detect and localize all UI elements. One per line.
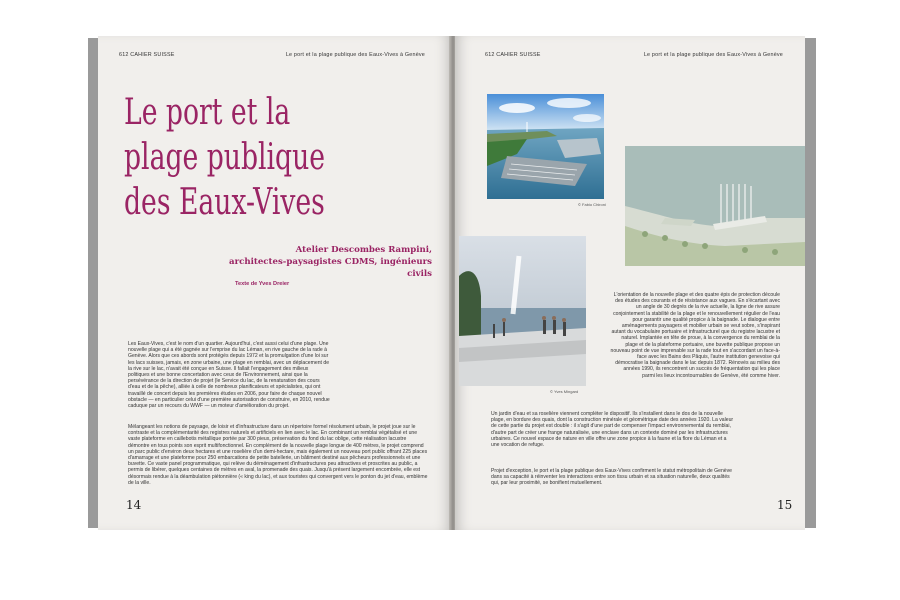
- article-title: [124, 90, 361, 225]
- aerial-port-illustration: [487, 94, 604, 199]
- beach-jet-photo: [459, 236, 586, 386]
- page-number: 14: [126, 498, 142, 512]
- site-plan-illustration: [625, 146, 805, 266]
- running-header-right: Le port et la plage publique des Eaux-Vives à Genève: [285, 52, 425, 58]
- body-paragraph: Un jardin d'eau et sa roselière viennent compléter le dispositif. Ils s'installent dans le dos de la nouvelle plage, en bordure des quais, dont la construction minérale et géométrique date des années 1920. La valeur de cette partie du projet est double : il s'agit d'une part de compenser l'impact environnemental du remblai, d'autre part de créer une frange naturalisée, une enclave dans un contexte dominé par les infrastructures urbaines. Ce nouvel espace de nature en ville offre une zone propice à la faune et la flore du Léman et a une vocation de refuge.: [491, 411, 734, 449]
- running-header-right: Le port et la plage publique des Eaux-Vives à Genève: [643, 52, 783, 58]
- right-page: [455, 36, 805, 530]
- body-paragraph: Mélangeant les notions de paysage, de loisir et d'infrastructure dans un répertoire formel résolument urbain, le projet joue sur le contraste et la complémentarité des registres naturels et artificiels en lien avec le lac. En combinant un remblai végétalisé et une vaste plateforme en caillebotis métallique portée par 300 pieux, préservation du fond du lac oblige, cette réalisation lacustre démontre en tous points son esprit multifonctionnel. En complément de la nouvelle plage longue de 400 mètres, le projet comprend un parc public d'environ deux hectares et une roselière d'un demi-hectare, mais également un nouveau port public offrant 225 places d'amarrage et une plateforme pour 250 embarcations de petite batellerie, un bâtiment destiné aux pêcheurs professionnels et une buvette. Ce vaste panel programmatique, qui relève du déménagement d'infrastructures peu attractives et proscrites au public, a permis de libérer, quelques centaines de mètres en aval, la promenade des quais. Jusqu'à présent largement encombrée, elle est désormais rendue à la déambulation piétonnière (« king du lac), et aux touristes qui convergent vers le ponton du jet d'eau, emblème de la ville.: [128, 424, 428, 486]
- author-credit: Texte de Yves Dreier: [235, 281, 290, 287]
- body-paragraph: Projet d'exception, le port et la plage publique des Eaux-Vives confirment le statut métropolitain de Genève dans sa capacité à réinventer les interactions entre son tissu urbain et sa situation naturelle, deux qualités qui, par leur proximité, se bonifient mutuellement.: [491, 468, 732, 487]
- subtitle-line: Atelier Descombes Rampini,: [295, 245, 432, 255]
- body-paragraph: L'orientation de la nouvelle plage et des quatre épis de protection découle des études des courants et de résistance aux vagues. En s'écartant avec un angle de 30 degrés de la rive actuelle, la ligne de rive assure conjointement la stabilité de la plage et le renouvellement régulier de l'eau pour garantir une qualité propice à la baignade. Le dialogue entre aménagements paysagers et mobilier urbain se veut sobre, s'inspirant autant du vocabulaire portuaire et infrastructurel que du registre lacustre et naturel. Implantée en tête de proue, à la convergence du remblai de la plage et de la plateforme portuaire, une buvette publique propose un nouveau point de vue imprenable sur la rade tout en s'accordant un face-à-face avec les Bains des Pâquis, l'autre institution genevoise qui démocratise la baignade dans le lac depuis 1872. Rénovés au milieu des années 1990, ils rencontrent un succès de fréquentation qui les place parmi les lieux incontournables de Genève, été comme hiver.: [610, 292, 780, 379]
- article-subtitle: [222, 244, 432, 280]
- site-plan: [625, 146, 805, 266]
- running-header-left: 612 CAHIER SUISSE: [485, 52, 541, 58]
- running-header-left: 612 CAHIER SUISSE: [119, 52, 175, 58]
- aerial-port-photo: [487, 94, 604, 199]
- left-page: [98, 36, 451, 530]
- title-line: des Eaux-Vives: [124, 182, 325, 223]
- title-line: Le port et la: [124, 92, 291, 133]
- subtitle-line: architectes-paysagistes CDMS, ingénieurs civils: [229, 257, 432, 279]
- photo-credit: © Fabio Chironi: [578, 202, 606, 207]
- photo-credit: © Yves Mingard: [550, 389, 579, 394]
- title-line: plage publique: [124, 137, 326, 178]
- magazine-spread: [88, 36, 816, 530]
- beach-jet-illustration: [459, 236, 586, 386]
- body-paragraph: Les Eaux-Vives, c'est le nom d'un quartier. Aujourd'hui, c'est aussi celui d'une plage. Une nouvelle plage qui a été gagnée sur l'emprise du lac Léman, en rive gauche de la rade à Genève. Alors que ces abords sont protégés depuis 1972 et la promulgation d'une loi sur les lacs suisses, jamais, en zone urbaine, une plage en remblai, avec un déplacement de la rive sur le lac, n'avait été conçue en Suisse. Il fallait l'engagement des milieux politiques et une bonne concertation avec ceux de l'Environnement, ainsi que la persévérance de la direction de projet (le Service du lac, de la renaturation des cours d'eau et de la pêche), alliée à celle de nombreux planificateurs et spécialistes, qui ont travaillé de concert depuis les premières études en 2006, pour faire de chaque nouvel obstacle — en particulier celui d'une première autorisation de construire, en 2010, rendue caduque par un recours du WWF — un moteur d'amélioration du projet.: [128, 341, 330, 410]
- page-number: 15: [777, 498, 793, 512]
